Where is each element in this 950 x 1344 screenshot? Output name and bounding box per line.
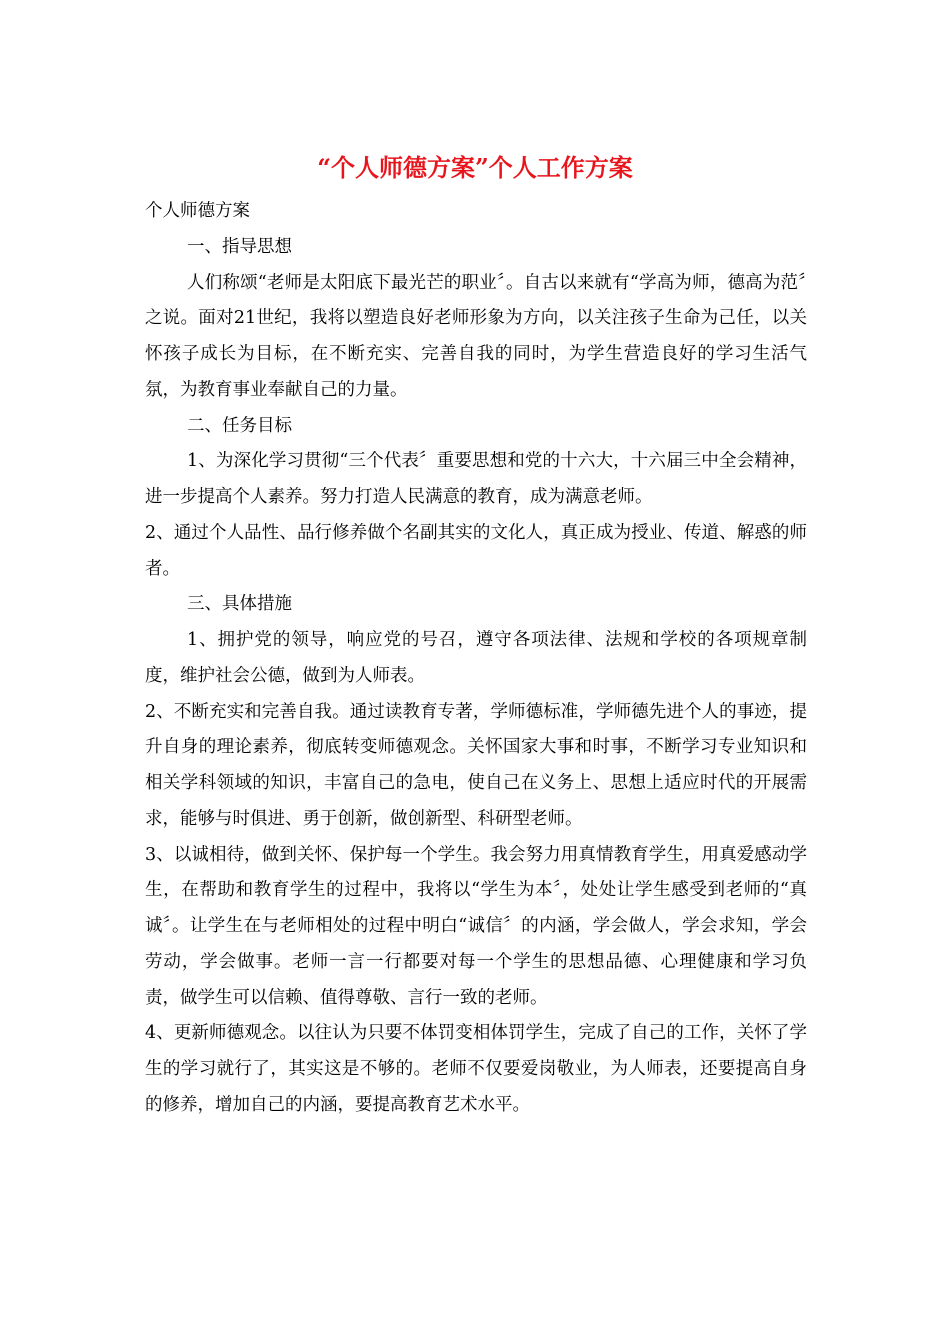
paragraph-goal-1: 1、为深化学习贯彻“三个代表〞重要思想和党的十六大，十六届三中全会精神，进一步提高个人素养。努力打造人民满意的教育，成为满意老师。 [145, 451, 807, 507]
document-body [145, 194, 807, 1124]
section-heading-guiding-thought: 一、指导思想 [187, 236, 292, 257]
document-title: “个人师德方案”个人工作方案 [317, 153, 633, 182]
section-heading-measures: 三、具体措施 [187, 594, 292, 615]
paragraph-measure-2: 2、不断充实和完善自我。通过读教育专著，学师德标准，学师德先进个人的事迹，提升自身的理论素养，彻底转变师德观念。关怀国家大事和时事，不断学习专业知识和相关学科领域的知识，丰富自己的急电，使自己在义务上、思想上适应时代的开展需求，能够与时俱进、勇于创新，做创新型、科研型老师。 [145, 701, 807, 829]
paragraph-goal-2: 2、通过个人品性、品行修养做个名副其实的文化人，真正成为授业、传道、解惑的师者。 [145, 522, 807, 579]
paragraph-measure-1: 1、拥护党的领导，响应党的号召，遵守各项法律、法规和学校的各项规章制度，维护社会公德，做到为人师表。 [145, 630, 807, 686]
section-heading-task-goals: 二、任务目标 [187, 415, 292, 436]
paragraph-guiding-thought: 人们称颂“老师是太阳底下最光芒的职业〞。自古以来就有“学高为师，德高为范〞之说。面对21世纪，我将以塑造良好老师形象为方向，以关注孩子生命为己任，以关怀孩子成长为目标，在不断充实、完善自我的同时，为学生营造良好的学习生活气氛，为教育事业奉献自己的力量。 [145, 272, 807, 400]
paragraph-measure-3: 3、以诚相待，做到关怀、保护每一个学生。我会努力用真情教育学生，用真爱感动学生，在帮助和教育学生的过程中，我将以“学生为本〞，处处让学生感受到老师的“真诚〞。让学生在与老师相处的过程中明白“诚信〞的内涵，学会做人，学会求知，学会劳动，学会做事。老师一言一行都要对每一个学生的思想品德、心理健康和学习负责，做学生可以信赖、值得尊敬、言行一致的老师。 [145, 844, 807, 1008]
paragraph-measure-4: 4、更新师德观念。以往认为只要不体罚变相体罚学生，完成了自己的工作，关怀了学生的学习就行了，其实这是不够的。老师不仅要爱岗敬业，为人师表，还要提高自身的修养，增加自己的内涵，要提高教育艺术水平。 [145, 1023, 807, 1115]
document-subtitle: 个人师德方案 [145, 201, 250, 221]
